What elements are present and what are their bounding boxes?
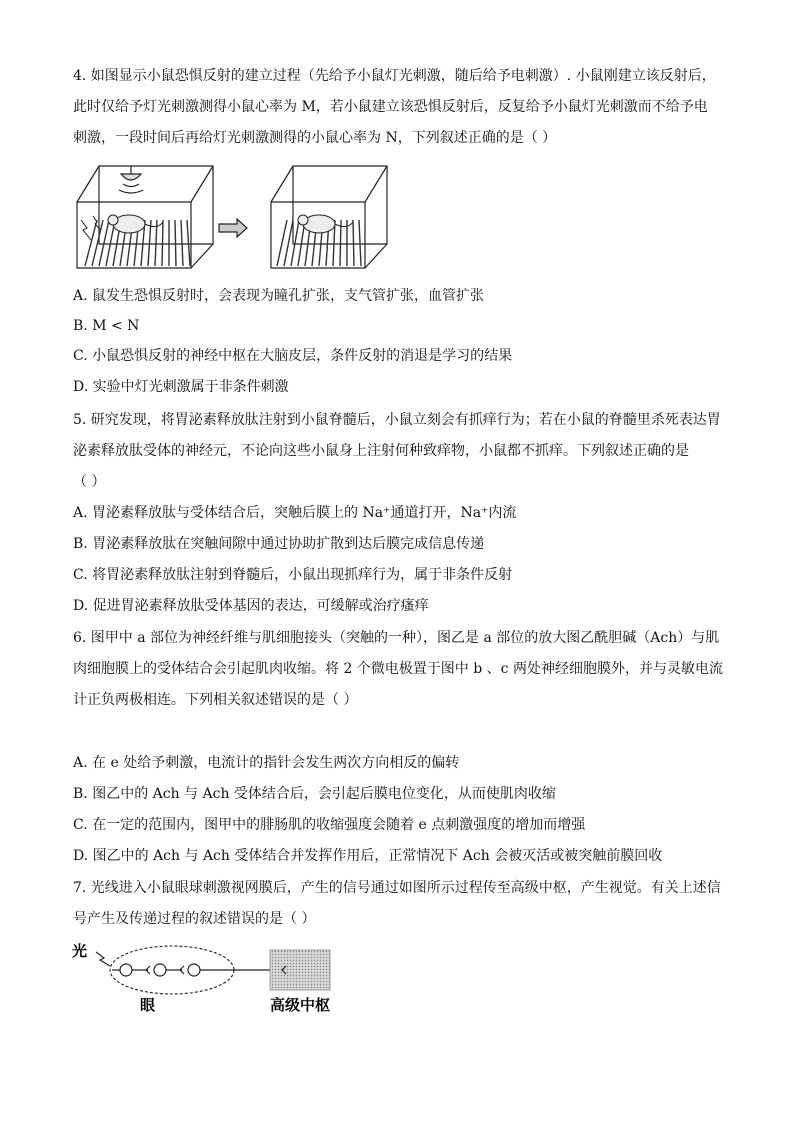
q5-option-d: D. 促进胃泌素释放肽受体基因的表达，可缓解或治疗瘙痒	[73, 598, 429, 614]
neuron-chain	[112, 964, 270, 976]
q7-stem-line-1: 7. 光线进入小鼠眼球刺激视网膜后，产生的信号通过如图所示过程传至高级中枢，产生视觉。有关上述信	[73, 880, 721, 896]
q7-figure-visual-pathway	[70, 938, 360, 1018]
light-ray-icon	[96, 952, 110, 966]
q7-stem-line-2: 号产生及传递过程的叙述错误的是（ ）	[73, 911, 316, 927]
spark-icon	[81, 216, 101, 240]
mouse-icon	[298, 215, 353, 233]
q4-option-a: A. 鼠发生恐惧反射时，会表现为瞳孔扩张，支气管扩张，血管扩张	[73, 288, 485, 304]
q5-option-a: A. 胃泌素释放肽与受体结合后，突触后膜上的 Na⁺通道打开，Na⁺内流	[73, 505, 517, 521]
mouse-icon	[108, 215, 163, 233]
q4-option-c: C. 小鼠恐惧反射的神经中枢在大脑皮层，条件反射的消退是学习的结果	[73, 348, 513, 364]
q6-stem-line-3: 计正负两极相连。下列相关叙述错误的是（ ）	[73, 692, 358, 708]
light-label: 光	[72, 942, 88, 960]
q5-option-b: B. 胃泌素释放肽在突触间隙中通过协助扩散到达后膜完成信息传递	[73, 536, 485, 552]
q4-figure-fear-conditioning	[73, 160, 403, 275]
q4-stem-line-2: 此时仅给予灯光刺激测得小鼠心率为 M，若小鼠建立该恐惧反射后，反复给予小鼠灯光刺激而不给予电	[73, 99, 708, 115]
q4-option-d: D. 实验中灯光刺激属于非条件刺激	[73, 379, 289, 395]
q4-stem-line-1: 4. 如图显示小鼠恐惧反射的建立过程（先给予小鼠灯光刺激，随后给予电刺激）. 小鼠刚建立该反射后，	[73, 68, 716, 84]
q6-stem-line-2: 肉细胞膜上的受体结合会引起肌肉收缩。将 2 个微电极置于图中 b 、c 两处神经细胞膜外，并与灵敏电流	[73, 661, 723, 677]
q6-option-a: A. 在 e 处给予刺激，电流计的指针会发生两次方向相反的偏转	[73, 755, 460, 771]
q6-option-c: C. 在一定的范围内，图甲中的腓肠肌的收缩强度会随着 e 点刺激强度的增加而增强	[73, 817, 586, 833]
q5-stem-line-3: （ ）	[73, 474, 106, 490]
q5-option-c: C. 将胃泌素释放肽注射到脊髓后，小鼠出现抓痒行为，属于非条件反射	[73, 567, 513, 583]
q6-option-b: B. 图乙中的 Ach 与 Ach 受体结合后，会引起后膜电位变化，从而使肌肉收缩	[73, 786, 556, 802]
higher-center-label: 高级中枢	[270, 996, 331, 1014]
q5-stem-line-2: 泌素释放肽受体的神经元，不论向这些小鼠身上注射何种致痒物，小鼠都不抓痒。下列叙述正确的是	[73, 443, 689, 459]
lamp-icon	[119, 166, 143, 193]
arrow-right-icon	[219, 219, 247, 237]
q6-option-d: D. 图乙中的 Ach 与 Ach 受体结合并发挥作用后，正常情况下 Ach 会被灭活或被突触前膜回收	[73, 848, 663, 864]
q4-option-b: B. M < N	[73, 318, 140, 334]
q4-cage-left	[77, 166, 213, 268]
q5-stem-line-1: 5. 研究发现，将胃泌素释放肽注射到小鼠脊髓后，小鼠立刻会有抓痒行为；若在小鼠的脊髓里杀死表达胃	[73, 412, 721, 428]
higher-center-box	[270, 950, 330, 990]
q6-stem-line-1: 6. 图甲中 a 部位为神经纤维与肌细胞接头（突触的一种），图乙是 a 部位的放大图乙酰胆碱（Ach）与肌	[73, 630, 720, 646]
q4-stem-line-3: 刺激，一段时间后再给灯光刺激测得的小鼠心率为 N，下列叙述正确的是（ ）	[73, 130, 557, 146]
eye-label: 眼	[140, 996, 156, 1014]
